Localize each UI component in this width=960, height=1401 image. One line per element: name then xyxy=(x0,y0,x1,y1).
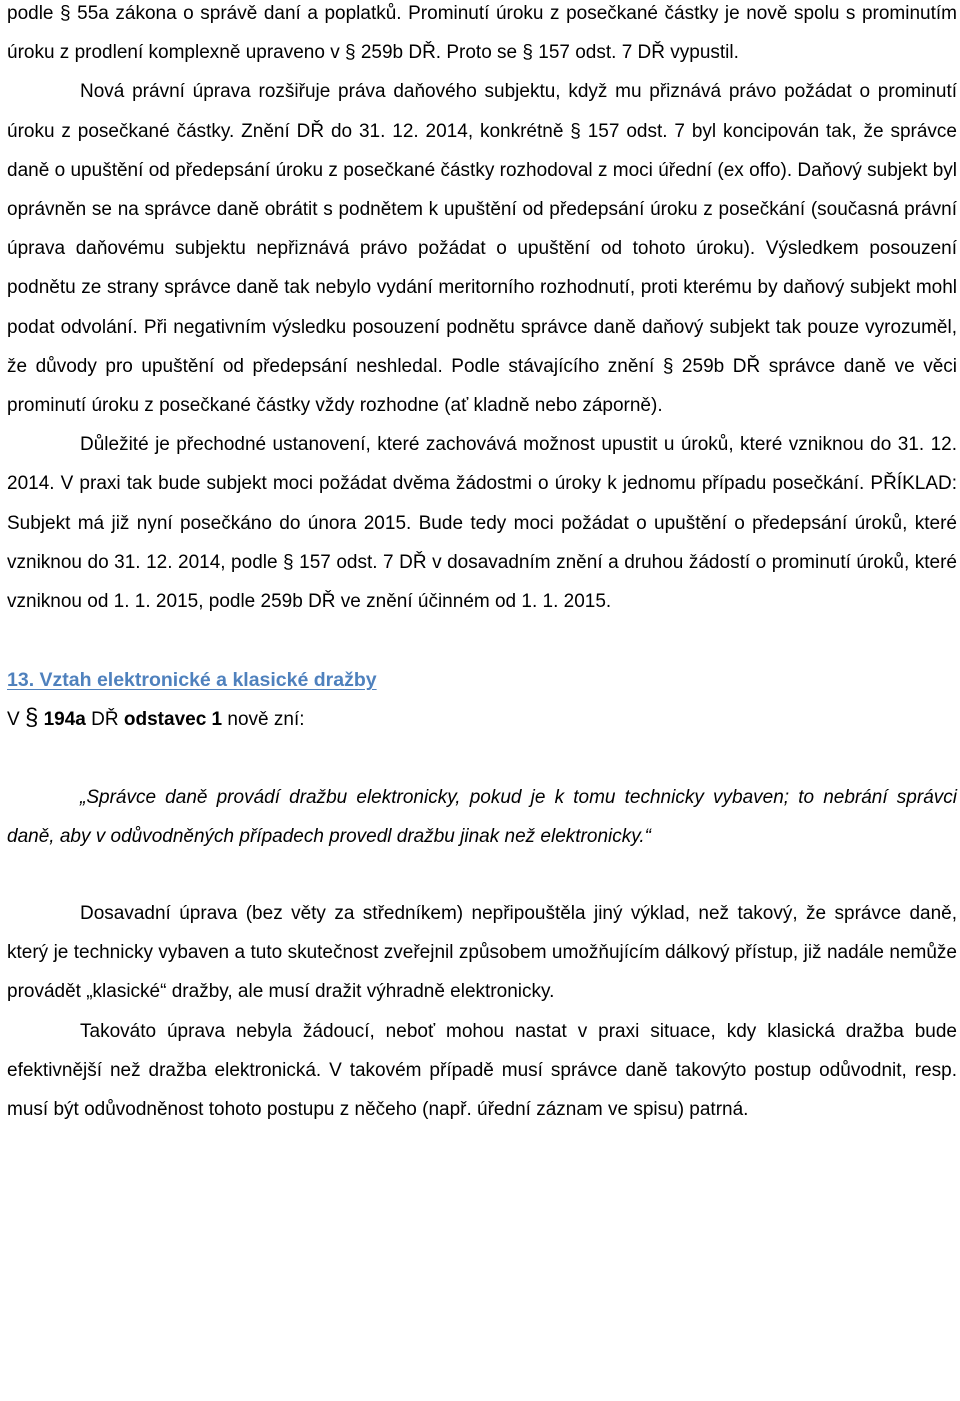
amendment-prefix: V xyxy=(7,709,20,731)
section-heading: 13. Vztah elektronické a klasické dražby xyxy=(7,669,377,692)
document-page xyxy=(7,0,957,1129)
paragraph-continuation: podle § 55a zákona o správě daní a poplatků. Prominutí úroku z posečkané částky je nově spolu s prominutím úroku z prodlení komplexně upraveno v § 259b DŘ. Proto se § 157 odst. 7 DŘ vypustil. xyxy=(7,3,957,64)
paragraph-reference: odstavec 1 xyxy=(123,709,223,731)
amendment-suffix: nově zní: xyxy=(227,709,305,731)
paragraph-previous-rule: Dosavadní úprava (bez věty za středníkem) nepřipouštěla jiný výklad, než takový, že správce daně, který je technicky vybaven a tuto skutečnost zveřejnil způsobem umožňujícím dálkový přístup, již nadále nemůže provádět „klasické“ dražby, ale musí dražit výhradně elektronicky. xyxy=(7,903,957,1003)
quoted-law-text: „Správce daně provádí dražbu elektronicky, pokud je k tomu technicky vybaven; to nebrání správci daně, aby v odůvodněných případech provedl dražbu jinak než elektronicky.“ xyxy=(7,786,957,847)
section-number: 194a xyxy=(43,709,86,731)
section-sign: § xyxy=(24,704,39,732)
amendment-intro xyxy=(7,700,957,739)
paragraph-rationale: Takováto úprava nebyla žádoucí, neboť mohou nastat v praxi situace, kdy klasická dražba bude efektivnější než dražba elektronická. V takovém případě musí správce daně takovýto postup odůvodnit, resp. musí být odůvodněnost tohoto postupu z něčeho (např. úřední záznam ve spisu) patrná. xyxy=(7,1020,957,1121)
paragraph-transitional-provision: Důležité je přechodné ustanovení, které zachovává možnost upustit u úroků, které vzniknou do 31. 12. 2014. V praxi tak bude subjekt moci požádat dvěma žádostmi o úroky k jednomu případu posečkání. PŘÍKLAD: Subjekt má již nyní posečkáno do února 2015. Bude tedy moci požádat o upuštění o předepsání úroků, které vzniknou do 31. 12. 2014, podle § 157 odst. 7 DŘ v dosavadním znění a druhou žádostí o prominutí úroků, které vzniknou od 1. 1. 2015, podle 259b DŘ ve znění účinném od 1. 1. 2015. xyxy=(7,434,957,613)
act-abbreviation: DŘ xyxy=(91,709,119,731)
paragraph-new-rule: Nová právní úprava rozšiřuje práva daňového subjektu, když mu přiznává právo požádat o prominutí úroku z posečkané částky. Znění DŘ do 31. 12. 2014, konkrétně § 157 odst. 7 byl koncipován tak, že správce daně o upuštění od předepsání úroku z posečkané částky rozhodoval z moci úřední (ex offo). Daňový subjekt byl oprávněn se na správce daně obrátit s podnětem k upuštění od předepsání úroku z posečkání (současná právní úprava daňovému subjektu nepřiznává právo požádat o upuštění od tohoto úroku). Výsledkem posouzení podnětu ze strany správce daně tak nebylo vydání meritorního rozhodnutí, proti kterému by daňový subjekt mohl podat odvolání. Při negativním výsledku posouzení podnětu správce daně daňový subjekt tak pouze vyrozuměl, že důvody pro upuštění od předepsání neshledal. Podle stávajícího znění § 259b DŘ správce daně ve věci prominutí úroku z posečkané částky vždy rozhodne (ať kladně nebo záporně). xyxy=(7,81,957,417)
